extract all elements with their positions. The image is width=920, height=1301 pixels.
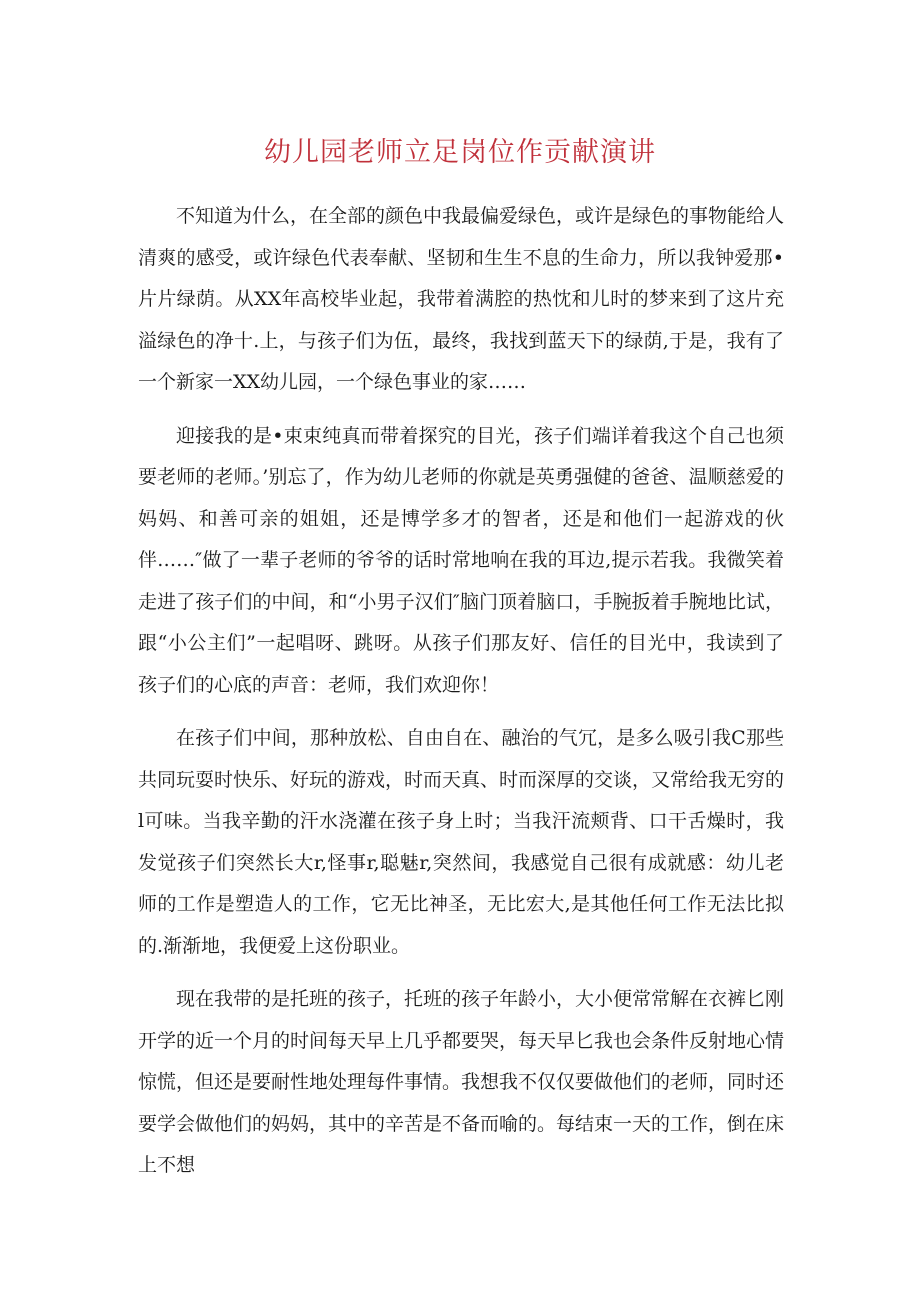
- paragraph: 不知道为什么，在全部的颜色中我最偏爱绿色，或许是绿色的事物能给人清爽的感受，或许绿色代表奉献、坚韧和生生不息的生命力，所以我钟爱那•片片绿荫。从XX年高校毕业起，我带着满腔的热忱和儿时的梦来到了这片充溢绿色的净十.上，与孩子们为伍，最终，我找到蓝天下的绿荫,于是，我有了一个新家一XX幼儿园，一个绿色事业的家……: [138, 205, 785, 393]
- document-title: 幼儿园老师立足岗位作贡献演讲: [264, 137, 656, 168]
- document-body: [138, 196, 784, 1187]
- paragraph: 迎接我的是•束束纯真而带着探究的目光，孩子们端详着我这个自己也须要老师的老师。’别忘了，作为幼儿老师的你就是英勇强健的爸爸、温顺慈爱的妈妈、和善可亲的姐姐，还是博学多才的智者，还是和他们一起游戏的伙伴……″做了一辈子老师的爷爷的话时常地响在我的耳边,提示若我。我微笑着走进了孩子们的中间，和“小男子汉们″脑门顶着脑口，手腕扳着手腕地比试，跟“小公主们”一起唱呀、跳呀。从孩子们那友好、信任的目光中，我读到了孩子们的心底的声音：老师，我们欢迎你！: [138, 424, 784, 696]
- paragraph: 在孩子们中间，那种放松、自由自在、融治的气冗，是多么吸引我C那些共同玩耍时快乐、好玩的游戏，时而天真、时而深厚的交谈，又常给我无穷的l可味。当我辛勤的汗水浇灌在孩子身上时；当我汗流颊背、口干舌燥时，我发觉孩子们突然长大r,怪事r,聪魅r,突然间，我感觉自己很有成就感：幼儿老师的工作是塑造人的工作，它无比神圣，无比宏大,是其他任何工作无法比拟的.渐渐地，我便爱上这份职业。: [138, 727, 785, 957]
- paragraph: 现在我带的是托班的孩子，托班的孩子年龄小，大小便常常解在衣裤匕刚开学的近一个月的时间每天早上几乎都要哭，每天早匕我也会条件反射地心情惊慌，但还是要耐性地处理每件事情。我想我不仅仅要做他们的老师，同时还要学会做他们的妈妈，其中的辛苦是不备而喻的。每结束一天的工作，倒在床上不想: [138, 988, 785, 1176]
